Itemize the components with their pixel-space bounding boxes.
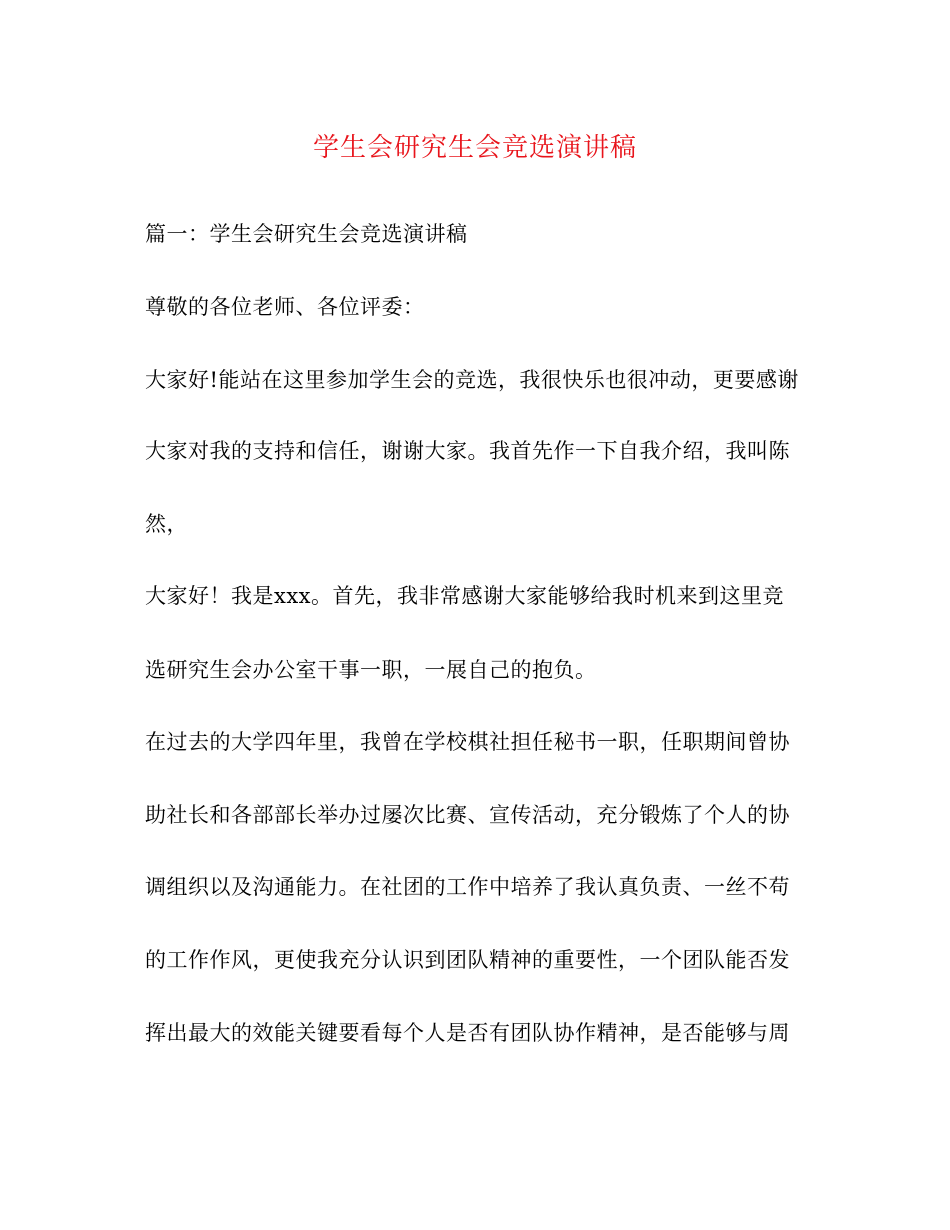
paragraph-line: 然， [145, 512, 188, 536]
paragraph-line: 调组织以及沟通能力。在社团的工作中培养了我认真负责、一丝不苟 [145, 875, 790, 899]
paragraph-line: 大家好！我是xxx。首先，我非常感谢大家能够给我时机来到这里竞 [145, 584, 785, 608]
paragraph-line: 助社长和各部部长举办过屡次比赛、宣传活动，充分锻炼了个人的协 [145, 803, 790, 827]
paragraph-line: 大家好!能站在这里参加学生会的竞选，我很快乐也很冲动，更要感谢 [145, 368, 799, 392]
paragraph-line: 在过去的大学四年里，我曾在学校棋社担任秘书一职，任职期间曾协 [145, 730, 790, 754]
salutation: 尊敬的各位老师、各位评委： [145, 295, 425, 319]
document-title: 学生会研究生会竞选演讲稿 [312, 133, 637, 163]
paragraph-line: 的工作作风，更使我充分认识到团队精神的重要性，一个团队能否发 [145, 948, 790, 972]
paragraph-line: 大家对我的支持和信任，谢谢大家。我首先作一下自我介绍，我叫陈 [145, 439, 790, 463]
paragraph-line: 选研究生会办公室干事一职，一展自己的抱负。 [145, 658, 597, 682]
paragraph-line: 挥出最大的效能关键要看每个人是否有团队协作精神，是否能够与周 [145, 1021, 790, 1045]
section-heading: 篇一：学生会研究生会竞选演讲稿 [145, 222, 468, 246]
